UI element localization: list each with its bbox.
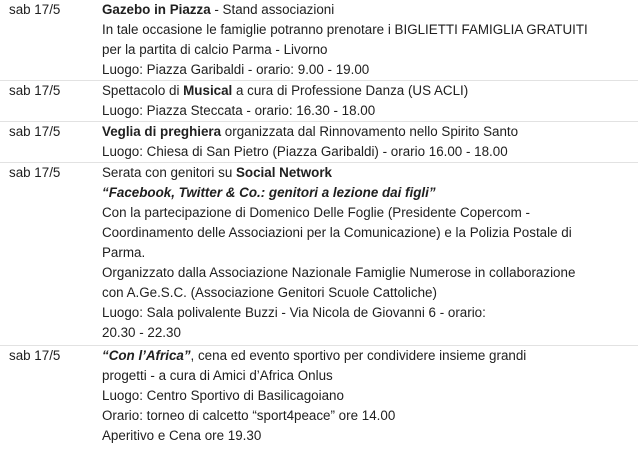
event-subtitle: “Facebook, Twitter & Co.: genitori a lezione dai figli”	[102, 185, 436, 200]
event-title	[102, 81, 632, 101]
event-title-rest: , cena ed evento sportivo per condividere insieme grandi	[190, 348, 527, 363]
event-title	[102, 122, 632, 142]
event-row	[0, 346, 638, 448]
event-line: progetti - a cura di Amici d’Africa Onlus	[102, 368, 333, 383]
event-content	[102, 346, 638, 446]
event-line: Parma.	[102, 245, 146, 260]
event-location: Luogo: Piazza Garibaldi - orario: 9.00 - 19.00	[102, 62, 370, 77]
event-title	[102, 163, 632, 183]
event-title	[102, 346, 632, 366]
event-title-bolditalic: “Con l’Africa”	[102, 348, 191, 363]
event-content	[102, 81, 638, 121]
event-title-pre: Spettacolo di	[102, 83, 184, 98]
event-location: Luogo: Chiesa di San Pietro (Piazza Garibaldi) - orario 16.00 - 18.00	[102, 144, 508, 159]
event-row	[0, 163, 638, 346]
event-location: Luogo: Sala polivalente Buzzi - Via Nicola de Giovanni 6 - orario:	[102, 305, 486, 320]
event-date: sab 17/5	[9, 2, 61, 17]
event-title-bold: Musical	[183, 83, 233, 98]
event-row	[0, 81, 638, 122]
event-title-rest: organizzata dal Rinnovamento nello Spirito Santo	[221, 124, 519, 139]
event-content	[102, 122, 638, 162]
event-title-rest: - Stand associazioni	[210, 2, 335, 17]
event-line: Organizzato dalla Associazione Nazionale Famiglie Numerose in collaborazione	[102, 265, 576, 280]
event-date: sab 17/5	[9, 83, 61, 98]
event-title-bold: Gazebo in Piazza	[102, 2, 211, 17]
event-title-bold: Social Network	[236, 165, 332, 180]
event-location: Luogo: Piazza Steccata - orario: 16.30 - 18.00	[102, 103, 376, 118]
event-title-pre: Serata con genitori su	[102, 165, 236, 180]
event-line: Coordinamento delle Associazioni per la Comunicazione) e la Polizia Postale di	[102, 225, 572, 240]
event-line: per la partita di calcio Parma - Livorno	[102, 42, 328, 57]
event-content	[102, 0, 638, 80]
event-time: 20.30 - 22.30	[102, 325, 181, 340]
event-date: sab 17/5	[9, 348, 61, 363]
event-title-bold: Veglia di preghiera	[102, 124, 222, 139]
event-row	[0, 0, 638, 81]
event-location: Luogo: Centro Sportivo di Basilicagoiano	[102, 388, 344, 403]
event-content	[102, 163, 638, 343]
event-time: Aperitivo e Cena ore 19.30	[102, 428, 262, 443]
event-line: In tale occasione le famiglie potranno prenotare i BIGLIETTI FAMIGLIA GRATUITI	[102, 22, 588, 37]
event-title	[102, 0, 632, 20]
event-date: sab 17/5	[9, 165, 61, 180]
event-date: sab 17/5	[9, 124, 61, 139]
event-line: Con la partecipazione di Domenico Delle Foglie (Presidente Copercom -	[102, 205, 530, 220]
event-title-rest: a cura di Professione Danza (US ACLI)	[232, 83, 469, 98]
event-line: con A.Ge.S.C. (Associazione Genitori Scuole Cattoliche)	[102, 285, 437, 300]
event-row	[0, 122, 638, 163]
event-time: Orario: torneo di calcetto “sport4peace” ore 14.00	[102, 408, 396, 423]
